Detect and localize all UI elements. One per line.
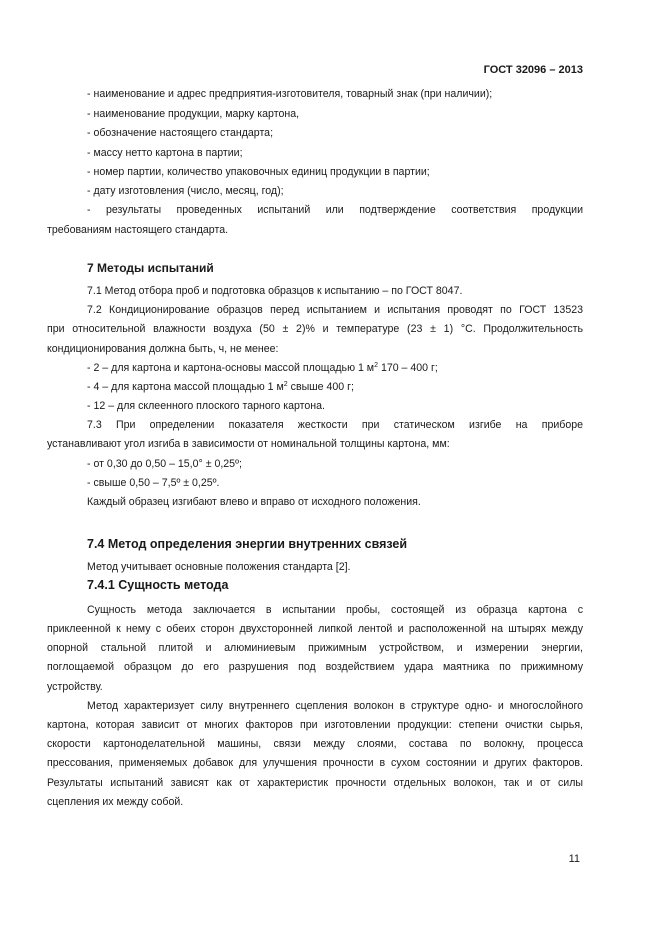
paragraph-7-1: 7.1 Метод отбора проб и подготовка образцов к испытанию – по ГОСТ 8047.	[87, 285, 463, 297]
list-item: - свыше 0,50 – 7,5º ± 0,25º.	[87, 477, 220, 489]
list-item: - массу нетто картона в партии;	[87, 147, 243, 159]
list-item: - дату изготовления (число, месяц, год);	[87, 185, 284, 197]
list-item: - 2 – для картона и картона-основы массой площадью 1 $м^2$ 170 – 400 г;	[87, 362, 438, 374]
paragraph-note: Каждый образец изгибают влево и вправо от исходного положения.	[87, 496, 421, 508]
paragraph-7-3-line: 7.3 При определении показателя жесткости при статическом изгибе на приборе	[87, 419, 583, 431]
paragraph-line: сцепления их между собой.	[47, 796, 184, 808]
paragraph-note: Метод учитывает основные положения стандарта [2].	[87, 561, 351, 573]
section-heading: 7.4 Метод определения энергии внутренних связей	[87, 537, 408, 551]
paragraph-line: картона, которая зависит от многих факторов при изготовлении продукции: степени очистки сырья,	[47, 719, 583, 731]
paragraph-7-3-line: устанавливают угол изгиба в зависимости от номинальной толщины картона, мм:	[47, 438, 450, 450]
paragraph-7-2-line: кондиционирования должна быть, ч, не менее:	[47, 343, 279, 355]
document-header: ГОСТ 32096 – 2013	[483, 64, 583, 76]
list-item: - 12 – для склеенного плоского тарного картона.	[87, 400, 325, 412]
list-item: - 4 – для картона массой площадью 1 $м^2$ свыше 400 г;	[87, 381, 354, 393]
paragraph-line: скорости картоноделательной машины, связи между слоями, состава по волокну, процесса	[47, 738, 583, 750]
list-item: - обозначение настоящего стандарта;	[87, 127, 274, 139]
paragraph-line: Сущность метода заключается в испытании пробы, состоящей из образца картона с	[87, 604, 583, 616]
paragraph-7-2-line: 7.2 Кондиционирование образцов перед испытанием и испытания проводят по ГОСТ 13523	[87, 304, 583, 316]
paragraph-line: устройству.	[47, 681, 103, 693]
list-item: - наименование продукции, марку картона,	[87, 108, 300, 120]
subsection-heading: 7.4.1 Сущность метода	[87, 578, 229, 592]
paragraph-line: опорной стальной плитой и алюминиевым прижимным устройством, и измерении энергии,	[47, 642, 583, 654]
paragraph-line: прессования, применяемых добавок для улучшения прочности в сухом состоянии и других факторов.	[47, 757, 583, 769]
list-item: - результаты проведенных испытаний или подтверждение соответствия продукции	[87, 204, 583, 216]
paragraph-7-2-line: при относительной влажности воздуха (50 ± 2)% и температуре (23 ± 1) °С. Продолжительность	[47, 323, 583, 335]
page-number: 11	[568, 853, 580, 865]
paragraph-line: Результаты испытаний зависят как от характеристик прочности отдельных волокон, так и от силы	[47, 777, 583, 789]
paragraph-line: приклеенной к нему с обеих сторон двухсторонней липкой лентой и расположенной на штырях между	[47, 623, 583, 635]
paragraph-line: поглощаемой образцом до его разрушения под воздействием удара маятника по прижимному	[47, 661, 583, 673]
list-item: - номер партии, количество упаковочных единиц продукции в партии;	[87, 166, 430, 178]
paragraph-line: Метод характеризует силу внутреннего сцепления волокон в структуре одно- и многослойного	[87, 700, 583, 712]
list-item: - наименование и адрес предприятия-изготовителя, товарный знак (при наличии);	[87, 88, 493, 100]
section-heading: 7 Методы испытаний	[87, 261, 214, 275]
list-item-continuation: требованиям настоящего стандарта.	[47, 224, 229, 236]
list-item: - от 0,30 до 0,50 – 15,0° ± 0,25º;	[87, 458, 242, 470]
